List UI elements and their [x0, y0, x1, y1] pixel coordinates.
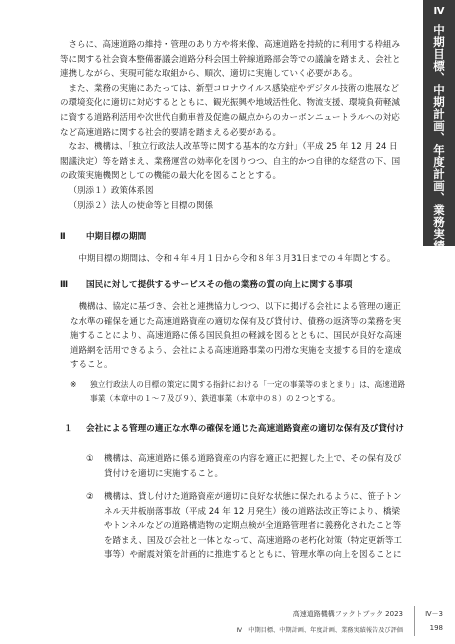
footer-book-title: 高速道路機構ファクトブック 2023 [292, 610, 403, 618]
page-label: Ⅳ－3 [425, 610, 443, 618]
section-body: 中期目標の期間は、令和４年４月１日から令和８年３月31日までの４年間とする。 [78, 254, 396, 264]
footer-divider [414, 606, 415, 636]
paragraph: なお、機構は、「独立行政法人改革等に関する基本的な方針」（平成 25 年 12 月 24 日閣議決定）等を踏まえ、業務運営の効率化を図りつつ、自主的かつ自律的な経営の下、国の政策実施機関としての機能の最大化を図ることとする。 [60, 142, 401, 182]
item-mark: ① [86, 454, 94, 464]
section-number: Ⅲ [60, 280, 69, 290]
section-body: 機構は、協定に基づき、会社と連携協力しつつ、以下に掲げる会社による管理の適正な水準の確保を通じた高速道路資産の適切な保有及び貸付け、債務の返済等の業務を実施することにより、高速道路に係る国民負担の軽減を図るとともに、国民が良好な高速道路網を活用できるよう、会社による高速道路事業の円滑な実施を支援する目的を達成すること。 [70, 302, 402, 371]
paragraph: また、業務の実施にあたっては、新型コロナウイルス感染症やデジタル技術の進展などの環境変化に適切に対応するとともに、観光振興や地域活性化、物流支援、環境負荷軽減に資する道路利活用や次世代自動車普及促進の観点からのカーボンニュートラルへの対応など高速道路に関する社会的要請を踏まえる必要がある。 [60, 83, 401, 138]
list-item [86, 490, 406, 563]
footnote [70, 378, 406, 406]
paragraph: さらに、高速道路の維持・管理のあり方や将来像、高速道路を持続的に利用する枠組み等に関する社会資本整備審議会道路分科会国土幹線道路部会等での議論を踏まえ、会社と連携しながら、実現可能な取組から、順次、適切に実施していく必要がある。 [60, 40, 401, 80]
section-title: 国民に対して提供するサービスその他の業務の質の向上に関する事項 [86, 280, 353, 290]
subsection-number: １ [64, 424, 73, 434]
section-title: 中期目標の期間 [86, 232, 147, 242]
section-heading [60, 278, 352, 290]
footer-chapter-title: Ⅳ 中期目標、中期計画、年度計画、業務実績報告及び評価 [236, 627, 403, 634]
chapter-title-vertical: 中期目標、中期計画、年度計画、業務実績報告及び評価 [432, 24, 446, 324]
attachment-ref: （別添１）政策体系図 [68, 185, 154, 196]
intro-text [60, 38, 406, 213]
note-text: 独立行政法人の目標の策定に関する指針における「一定の事業等のまとまり」は、高速道路事業（本章中の１～７及び９）、鉄道事業（本章中の８）の２つとする。 [90, 380, 406, 403]
subsection-heading [64, 422, 404, 437]
note-mark: ※ [70, 380, 77, 389]
subsection-title: 会社による管理の適正な水準の確保を通じた高速道路資産の適切な保有及び貸付け [86, 424, 404, 434]
item-mark: ② [86, 492, 94, 502]
chapter-number: Ⅳ [433, 6, 445, 17]
item-text: 機構は、貸し付けた道路資産が適切に良好な状態に保たれるように、笹子トンネル天井板崩落事故（平成 24 年 12 月発生）後の道路法改正等により、橋梁やトンネルなどの道路構造物の定期点検が全道路管理者に義務化されたこと等を踏まえ、国及び会社と一体となって、高速道路の老朽化対策（特定更新等工事等）や耐震対策を計画的に推進するとともに、管理水準の向上を図ることに [104, 492, 402, 561]
section-heading [60, 230, 146, 242]
item-text: 機構は、高速道路に係る道路資産の内容を適正に把握した上で、その保有及び貸付けを適切に実施すること。 [104, 454, 402, 479]
page-number: 198 [429, 624, 443, 632]
chapter-side-tab [423, 0, 455, 324]
section-number: Ⅱ [60, 232, 66, 242]
attachment-ref: （別添２）法人の使命等と目標の関係 [68, 200, 214, 211]
list-item [86, 452, 406, 481]
